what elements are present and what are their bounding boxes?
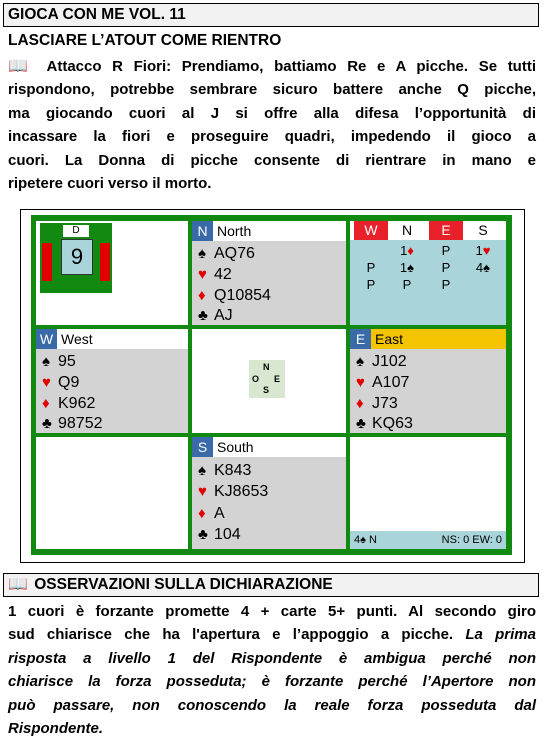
auction-box xyxy=(350,221,506,325)
analysis-line: rispondono, potrebbe sembrare sicuro battere anche Q picche, xyxy=(8,81,536,99)
south-tag: S xyxy=(192,437,213,457)
notes-italic-line: può passare, non conoscendo la reale forza posseduta dal xyxy=(8,696,536,714)
compass-n: N xyxy=(263,362,270,372)
club-icon: ♣ xyxy=(198,526,208,543)
auction-call: P xyxy=(402,277,412,292)
bridge-diagram xyxy=(20,209,525,563)
table-background xyxy=(31,215,512,555)
contract: 4♠ N xyxy=(354,534,377,546)
compass-rose xyxy=(249,360,285,398)
north-hearts: 42 xyxy=(214,266,232,283)
spade-icon: ♠ xyxy=(42,353,50,370)
east-clubs: KQ63 xyxy=(372,415,413,432)
auction-call: 4♠ xyxy=(475,260,491,275)
diamond-icon: ♦ xyxy=(198,287,206,304)
compass-e: E xyxy=(274,374,281,384)
result-cell xyxy=(350,437,506,549)
north-spades: AQ76 xyxy=(214,245,255,262)
north-clubs: AJ xyxy=(214,307,233,324)
diamond-icon: ♦ xyxy=(42,395,50,412)
auction-call: 1♦ xyxy=(400,243,414,258)
book-icon: 📖 xyxy=(8,576,28,593)
dealer-label: D xyxy=(63,225,89,237)
club-icon: ♣ xyxy=(356,415,366,432)
west-tag: W xyxy=(36,329,57,349)
score: NS: 0 EW: 0 xyxy=(441,534,502,546)
diamond-icon: ♦ xyxy=(198,505,206,522)
board-info-cell xyxy=(36,221,188,325)
heart-icon: ♥ xyxy=(42,374,51,391)
south-spades: K843 xyxy=(214,462,252,479)
auction-call: 1♥ xyxy=(475,243,491,258)
notes-italic-line: Rispondente. xyxy=(8,720,104,738)
club-icon: ♣ xyxy=(42,415,52,432)
west-diamonds: K962 xyxy=(58,395,96,412)
auction-call: P xyxy=(366,277,376,292)
analysis-line: ripetere cuori verso il morto. xyxy=(8,175,212,193)
board-number: 9 xyxy=(61,239,93,275)
heart-icon: ♥ xyxy=(356,374,365,391)
west-hand xyxy=(36,329,188,433)
auction-header-s: S xyxy=(478,222,488,238)
north-diamonds: Q10854 xyxy=(214,287,271,304)
notes-italic: La prima xyxy=(465,626,536,644)
west-clubs: 98752 xyxy=(58,415,103,432)
spade-icon: ♠ xyxy=(198,462,206,479)
notes-line: sud chiarisce che ha l'apertura e l’appoggio a picche. xyxy=(8,626,454,644)
result-bar xyxy=(350,531,506,549)
east-hearts: A107 xyxy=(372,374,410,391)
south-diamonds: A xyxy=(214,505,225,522)
vulnerable-west xyxy=(42,243,52,281)
north-tag: N xyxy=(192,221,213,241)
south-name: South xyxy=(217,439,254,455)
auction-header-n: N xyxy=(401,222,413,238)
south-clubs: 104 xyxy=(214,526,241,543)
north-name: North xyxy=(217,223,252,239)
east-hand xyxy=(350,329,506,433)
west-name: West xyxy=(61,331,93,347)
spade-icon: ♠ xyxy=(198,245,206,262)
analysis-line: incassare la fiori e proseguire quadri, impedendo il gioco a xyxy=(8,128,536,146)
analysis-line: Attacco R Fiori: Prendiamo, battiamo Re e A picche. Se tutti xyxy=(46,58,537,75)
section2-title: OSSERVAZIONI SULLA DICHIARAZIONE xyxy=(34,576,333,593)
east-name: East xyxy=(375,331,404,347)
auction-header-w: W xyxy=(354,221,388,240)
auction-call: P xyxy=(441,243,451,258)
south-hand xyxy=(192,437,346,549)
heart-icon: ♥ xyxy=(198,483,207,500)
notes-italic-line: risposta a livello 1 del Rispondente è ambigua perché non xyxy=(8,649,536,667)
diamond-icon: ♦ xyxy=(356,395,364,412)
analysis-text xyxy=(8,55,536,195)
notes-italic-line: chiarisce la forza posseduta; è forzante perché l’Apertore non xyxy=(8,673,536,691)
section2-title-bar xyxy=(3,573,539,597)
empty-cell xyxy=(36,437,188,549)
west-hearts: Q9 xyxy=(58,374,80,391)
book-icon: 📖 xyxy=(8,58,35,75)
page-title: GIOCA CON ME VOL. 11 xyxy=(3,3,539,27)
spade-icon: ♠ xyxy=(356,353,364,370)
auction-call: P xyxy=(441,277,451,292)
east-spades: J102 xyxy=(372,353,407,370)
auction-call: 1♠ xyxy=(399,260,415,275)
analysis-line: ma giocando cuori al J si offre alla difesa l’opportunità di xyxy=(8,104,536,122)
auction-call: P xyxy=(366,260,376,275)
notes-line: 1 cuori è forzante promette 4 + carte 5+ punti. Al secondo giro xyxy=(8,603,536,620)
auction-header-e: E xyxy=(429,221,463,240)
vulnerability-frame xyxy=(40,223,112,293)
bidding-notes xyxy=(8,600,536,740)
south-hearts: KJ8653 xyxy=(214,483,269,500)
east-diamonds: J73 xyxy=(372,395,398,412)
auction-call: P xyxy=(441,260,451,275)
heart-icon: ♥ xyxy=(198,266,207,283)
compass-s: S xyxy=(263,385,270,395)
east-tag: E xyxy=(350,329,371,349)
section-title: LASCIARE L’ATOUT COME RIENTRO xyxy=(8,32,282,49)
club-icon: ♣ xyxy=(198,307,208,324)
vulnerable-east xyxy=(100,243,110,281)
west-spades: 95 xyxy=(58,353,76,370)
compass-cell xyxy=(192,329,346,433)
compass-o: O xyxy=(252,374,260,384)
analysis-line: cuori. La Donna di picche consente di rientrare in mano e xyxy=(8,151,536,169)
north-hand xyxy=(192,221,346,325)
